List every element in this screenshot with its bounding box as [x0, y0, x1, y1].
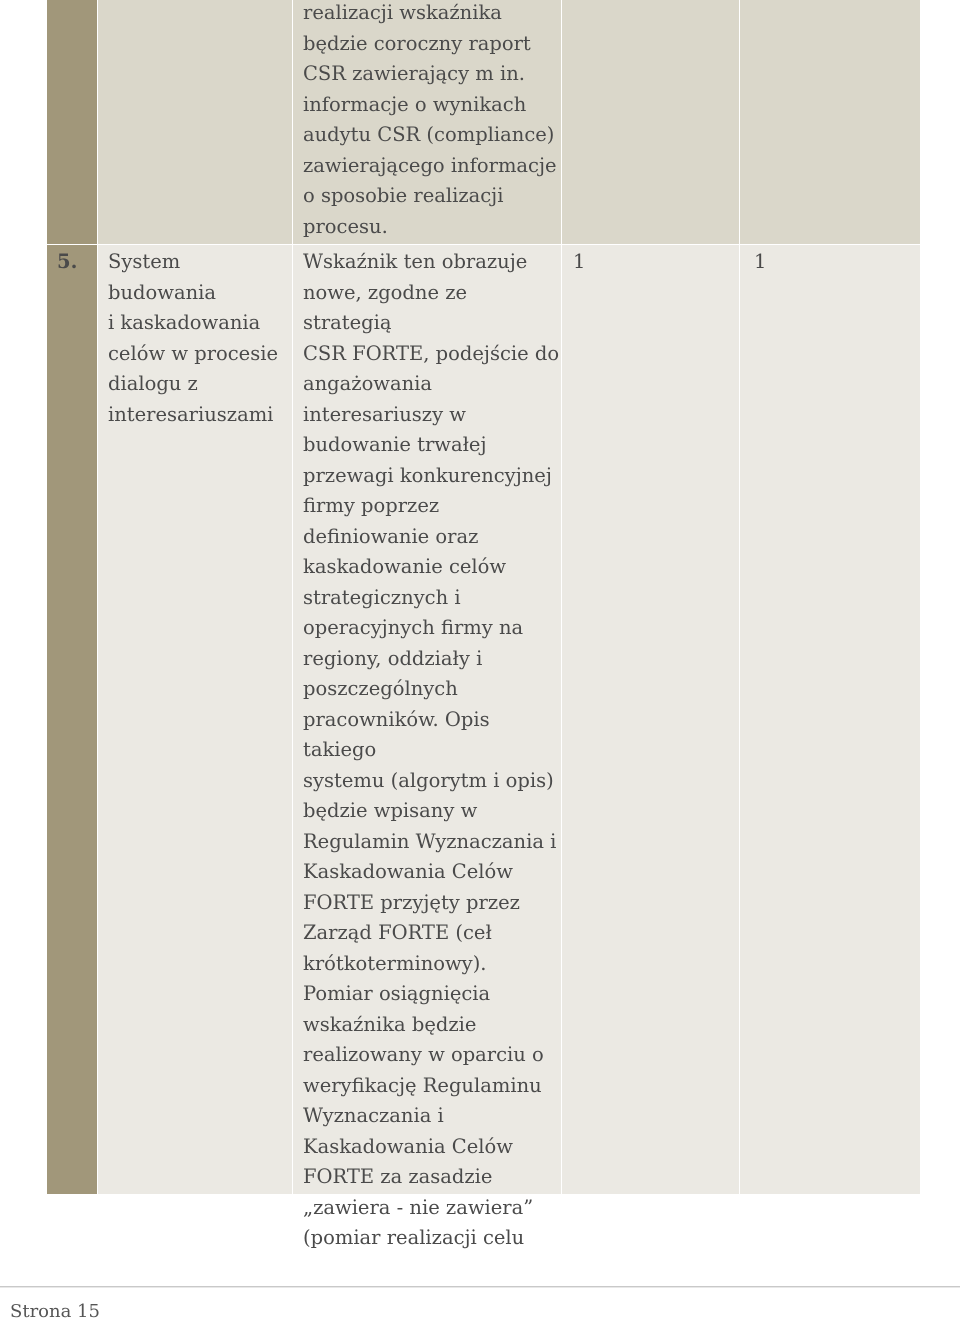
- row-1-value-b: [740, 0, 920, 2]
- row-2-number-cell: [47, 245, 97, 1194]
- row-1-description: realizacji wskaźnika będzie coroczny raport CSR zawierający m in. informacje o wynikach audytu CSR (compliance) zawierającego informacje o sposobie realizacji procesu.: [303, 1, 557, 238]
- row-1-number-cell: [47, 0, 97, 244]
- row-2-description-cell: [293, 245, 561, 1249]
- row-1-name-cell: [98, 0, 292, 244]
- row-1-number: [47, 0, 97, 2]
- footer-divider-shadow: [0, 1287, 960, 1288]
- row-2-name: System budowania i kaskadowania celów w procesie dialogu z interesariuszami: [108, 250, 279, 426]
- row-1-value-a-cell: [562, 0, 739, 244]
- row-2-description: Wskaźnik ten obrazuje nowe, zgodne ze strategią CSR FORTE, podejście do angażowania interesariuszy w budowanie trwałej przewagi konkurencyjnej firmy poprzez definiowanie oraz kaskadowanie celów strategicznych i operacyjnych firmy na regiony, oddziały i poszczególnych pracowników. Opis takiego systemu (algorytm i opis) będzie wpisany w Regulamin Wyznaczania i Kaskadowania Celów FORTE przyjęty przez Zarząd FORTE (ceł krótkoterminowy). Pomiar osiągnięcia wskaźnika będzie realizowany w oparciu o weryfikację Regulaminu Wyznaczania i Kaskadowania Celów FORTE za zasadzie „zawiera - nie zawiera” (pomiar realizacji celu: [303, 250, 560, 1249]
- row-1-value-b-cell: [740, 0, 920, 244]
- row-2-value-b-cell: [740, 245, 920, 1194]
- row-2-number: 5.: [57, 250, 78, 273]
- row-1-value-a: [562, 0, 739, 2]
- row-2-name-cell: [98, 245, 292, 1194]
- indicator-table: [47, 0, 920, 1249]
- row-2-value-a: 1: [573, 250, 586, 273]
- page-number-label: Strona 15: [10, 1301, 100, 1322]
- row-2-value-a-cell: [562, 245, 739, 1194]
- row-1-description-cell: [293, 0, 561, 244]
- row-2-value-b: 1: [754, 250, 767, 273]
